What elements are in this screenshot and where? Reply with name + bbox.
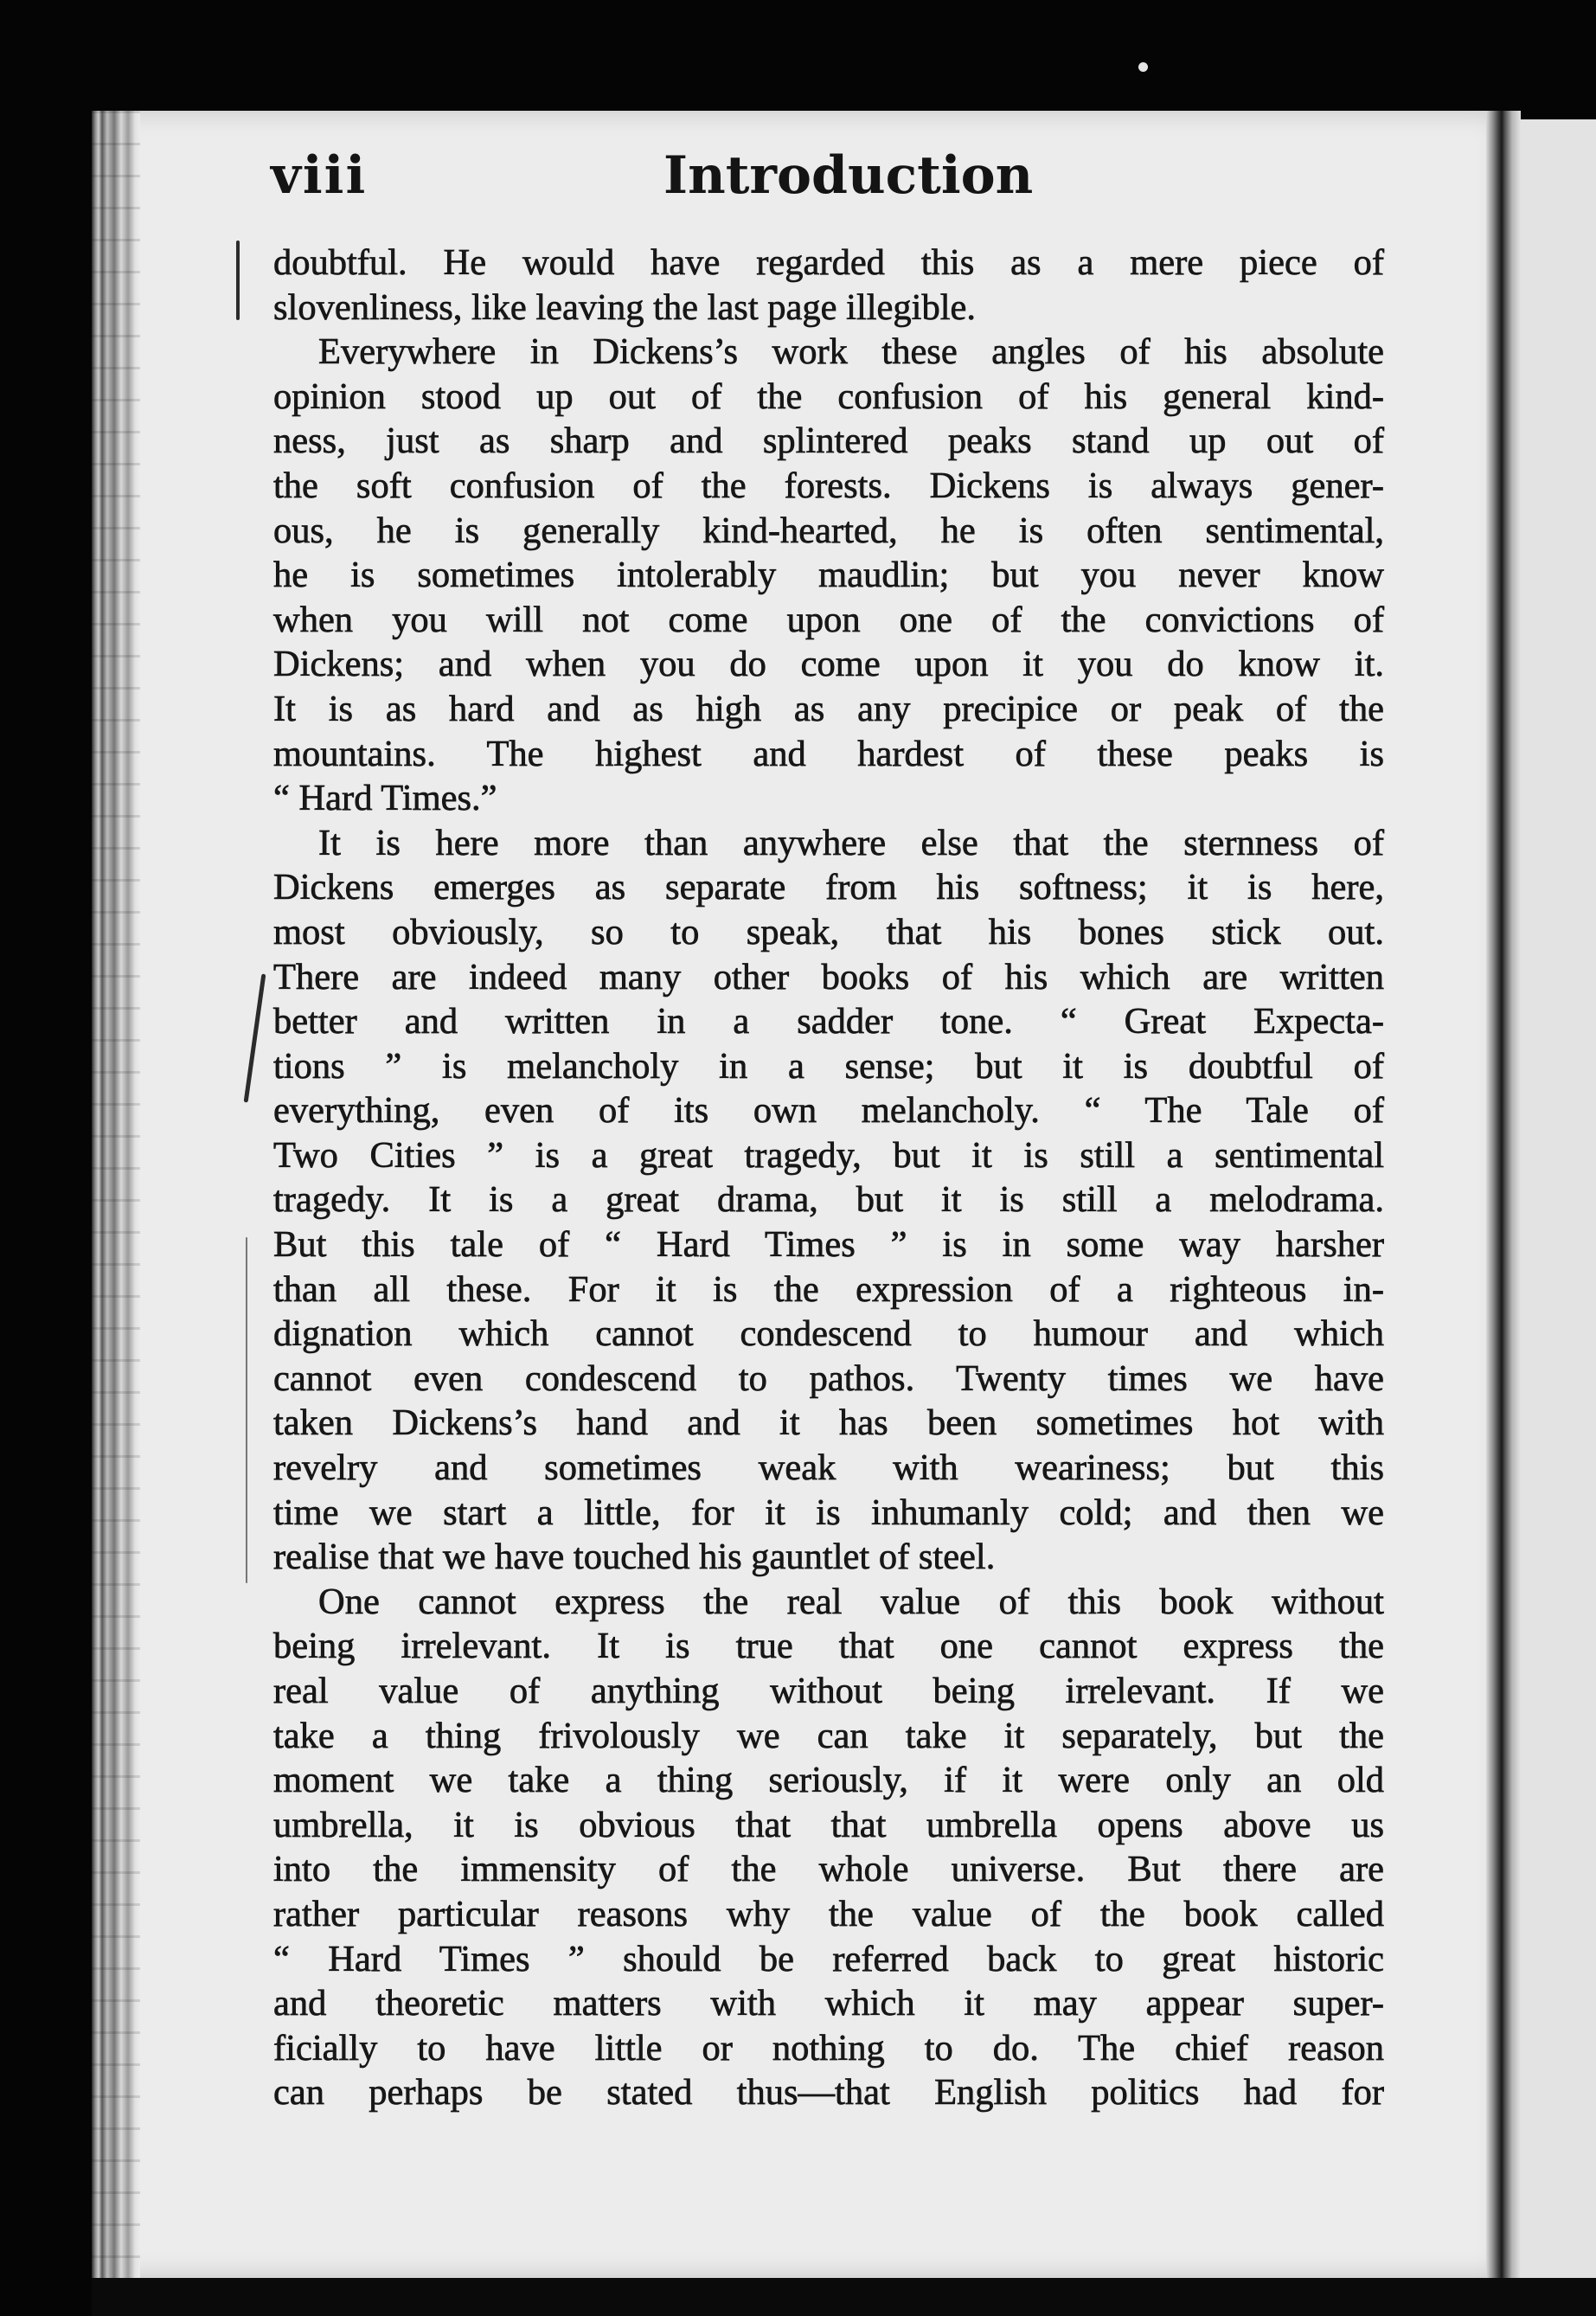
text-line: than all these. For it is the expression of a righteous in- <box>273 1268 1384 1310</box>
text-line: everything, even of its own melancholy. “ The Tale of <box>273 1090 1384 1132</box>
text-line: It is here more than anywhere else that the sternness of <box>318 822 1384 863</box>
text-line: opinion stood up out of the confusion of his general kind- <box>273 375 1384 417</box>
text-line: There are indeed many other books of his which are written <box>273 956 1384 998</box>
page-number: viii <box>271 145 368 206</box>
margin-pencil-mark <box>246 1237 247 1583</box>
text-line: “ Hard Times.” <box>273 778 497 819</box>
text-line: doubtful. He would have regarded this as a mere piece of <box>273 242 1384 283</box>
paragraph-2 <box>273 330 1384 821</box>
text-line: he is sometimes intolerably maudlin; but you never know <box>273 555 1384 596</box>
text-line: ness, just as sharp and splintered peaks stand up out of <box>273 420 1384 462</box>
text-line: But this tale of “ Hard Times ” is in some way harsher <box>273 1224 1384 1266</box>
text-line: tragedy. It is a great drama, but it is still a melodrama. <box>273 1179 1384 1221</box>
text-line: tions ” is melancholy in a sense; but it is doubtful of <box>273 1045 1384 1087</box>
text-line: rather particular reasons why the value of the book called <box>273 1893 1384 1934</box>
text-line: real value of anything without being irrelevant. If we <box>273 1671 1384 1711</box>
page-gutter <box>1486 111 1521 2278</box>
text-line: and theoretic matters with which it may appear super- <box>273 1983 1384 2024</box>
text-line: Dickens; and when you do come upon it you do know it. <box>273 644 1384 685</box>
running-header-title: Introduction <box>663 145 1034 206</box>
text-line: slovenliness, like leaving the last page illegible. <box>273 286 977 328</box>
paragraph-1 <box>273 241 1384 330</box>
text-line: It is as hard and as high as any precipice or peak of the <box>273 688 1384 729</box>
text-line: cannot even condescend to pathos. Twenty times we have <box>273 1357 1384 1399</box>
text-line: ficially to have little or nothing to do. The chief reason <box>273 2027 1384 2069</box>
paragraph-4 <box>273 1580 1384 2115</box>
text-line: ous, he is generally kind-hearted, he is often sentimental, <box>273 510 1384 551</box>
text-line: better and written in a sadder tone. “ Great Expecta- <box>273 1001 1384 1043</box>
text-line: “ Hard Times ” should be referred back to great historic <box>273 1938 1384 1979</box>
text-line: umbrella, it is obvious that that umbrella opens above us <box>273 1804 1384 1845</box>
dust-speck <box>1138 62 1148 72</box>
text-line: can perhaps be stated thus—that English politics had for <box>273 2072 1384 2114</box>
text-line: mountains. The highest and hardest of these peaks is <box>273 733 1384 774</box>
page-binding <box>92 111 140 2278</box>
text-line: Dickens emerges as separate from his softness; it is here, <box>273 867 1384 908</box>
text-line: taken Dickens’s hand and it has been sometimes hot with <box>273 1402 1384 1444</box>
text-line: One cannot express the real value of this book without <box>318 1581 1384 1622</box>
body-text <box>273 241 1384 2115</box>
text-line: the soft confusion of the forests. Dickens is always gener- <box>273 465 1384 506</box>
text-line: most obviously, so to speak, that his bones stick out. <box>273 911 1384 953</box>
text-line: being irrelevant. It is true that one cannot express the <box>273 1626 1384 1667</box>
text-line: realise that we have touched his gauntlet of steel. <box>273 1537 996 1578</box>
text-line: time we start a little, for it is inhumanly cold; and then we <box>273 1492 1384 1533</box>
text-line: moment we take a thing seriously, if it were only an old <box>273 1760 1384 1801</box>
text-line: Two Cities ” is a great tragedy, but it is still a sentimental <box>273 1134 1384 1176</box>
text-line: into the immensity of the whole universe. But there are <box>273 1849 1384 1890</box>
text-line: take a thing frivolously we can take it separately, but the <box>273 1715 1384 1756</box>
paragraph-3 <box>273 821 1384 1580</box>
text-line: revelry and sometimes weak with weariness; but this <box>273 1447 1384 1489</box>
scanner-bottom-edge <box>92 2278 1596 2316</box>
text-line: dignation which cannot condescend to humour and which <box>273 1313 1384 1355</box>
text-line: Everywhere in Dickens’s work these angles of his absolute <box>318 331 1384 373</box>
text-line: when you will not come upon one of the convictions of <box>273 599 1384 640</box>
margin-pencil-mark <box>236 241 240 320</box>
